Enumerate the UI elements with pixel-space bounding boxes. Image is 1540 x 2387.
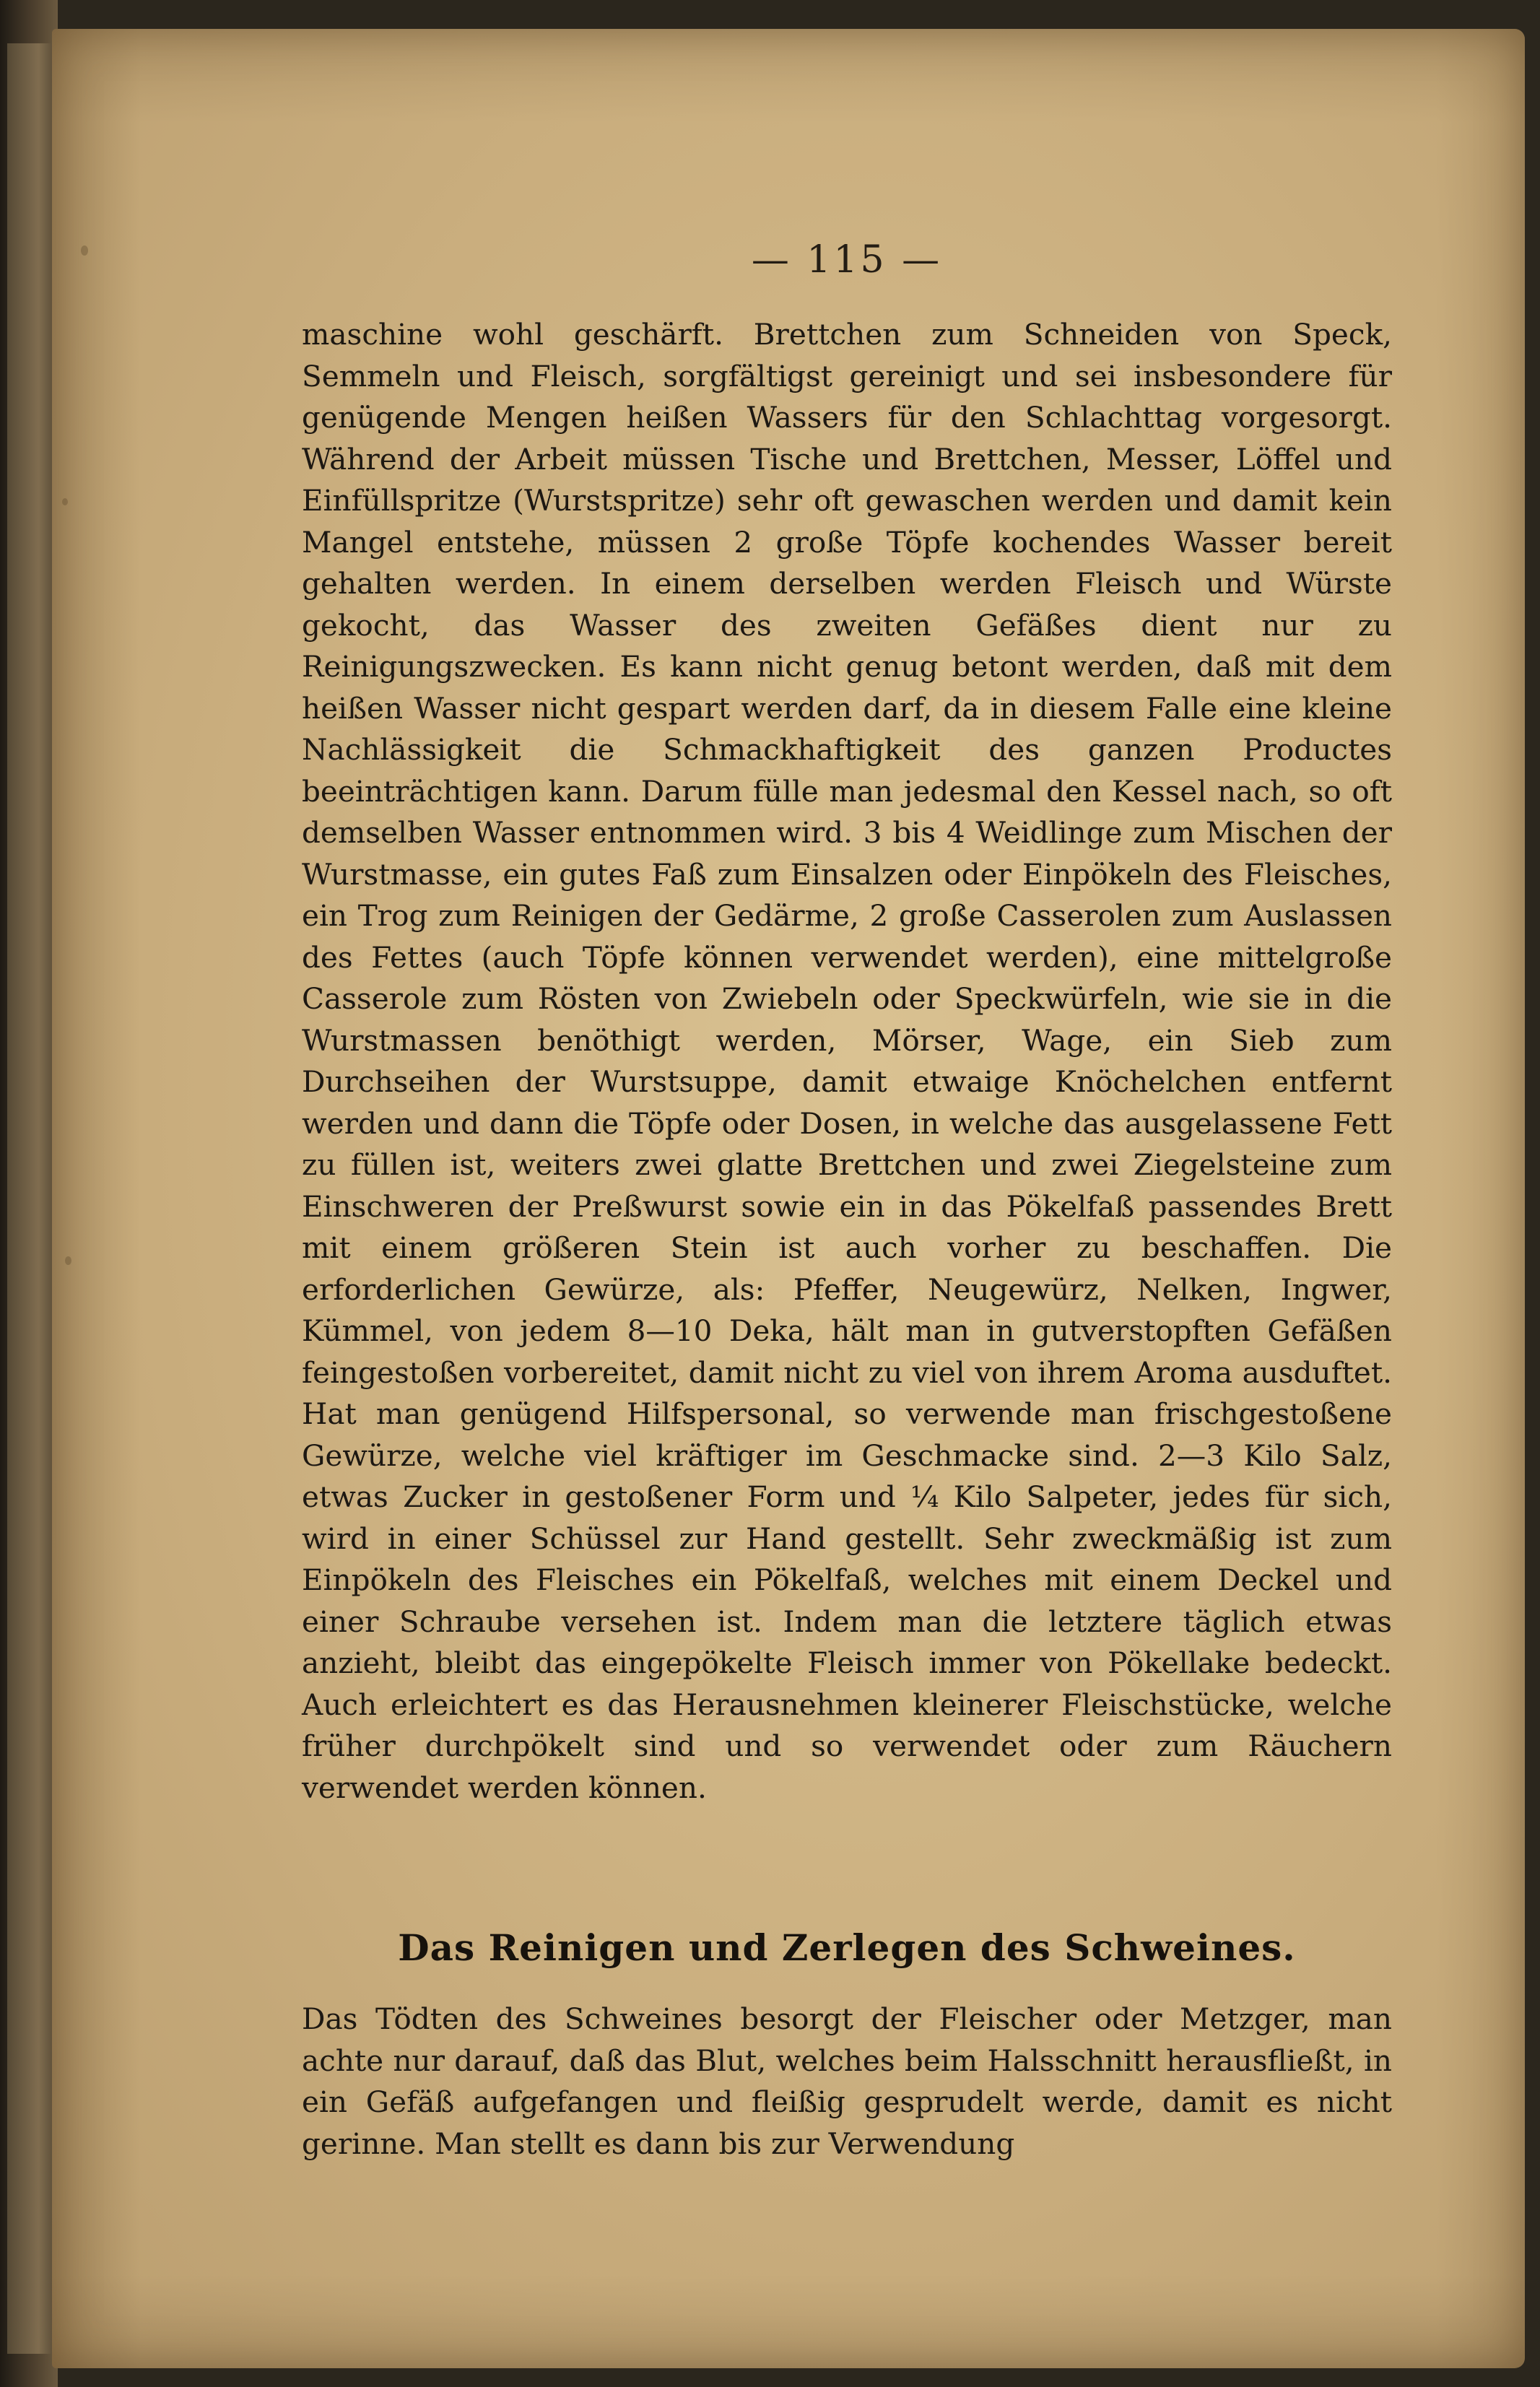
paper-speck bbox=[81, 245, 88, 256]
paper-speck bbox=[65, 1256, 71, 1265]
page-number: — 115 — bbox=[751, 238, 943, 282]
body-paragraph-slaughter: Das Tödten des Schweines besorgt der Fleischer oder Metzger, man achte nur darauf, daß das Blut, welches beim Halsschnitt herausfließt, in ein Gefäß aufgefangen und fleißig gesprudelt werde, damit es nicht gerinne. Man stellt es dann bis zur Verwendung bbox=[302, 2001, 1392, 2161]
left-page-edge bbox=[7, 43, 52, 2354]
book-page bbox=[52, 29, 1525, 2368]
paper-speck bbox=[62, 498, 68, 505]
section-heading: Das Reinigen und Zerlegen des Schweines. bbox=[398, 1926, 1296, 1969]
body-paragraph-equipment: maschine wohl geschärft. Brettchen zum Schneiden von Speck, Semmeln und Fleisch, sorgfältigst gereinigt und sei insbesondere für genügende Mengen heißen Wassers für den Schlachttag vorgesorgt. Während der Arbeit müssen Tische und Brettchen, Messer, Löffel und Einfüllspritze (Wurstspritze) sehr oft gewaschen werden und damit kein Mangel entstehe, müssen 2 große Töpfe kochendes Wasser bereit gehalten werden. In einem derselben werden Fleisch und Würste gekocht, das Wasser des zweiten Gefäßes dient nur zu Reinigungszwecken. Es kann nicht genug betont werden, daß mit dem heißen Wasser nicht gespart werden darf, da in diesem Falle eine kleine Nachlässigkeit die Schmackhaftigkeit des ganzen Productes beeinträchtigen kann. Darum fülle man jedesmal den Kessel nach, so oft demselben Wasser entnommen wird. 3 bis 4 Weidlinge zum Mischen der Wurstmasse, ein gutes Faß zum Einsalzen oder Einpökeln des Fleisches, ein Trog zum Reinigen der Gedärme, 2 große Casserolen zum Auslassen des Fettes (auch Töpfe können verwendet werden), eine mittelgroße Casserole zum Rösten von Zwiebeln oder Speckwürfeln, wie sie in die Wurstmassen benöthigt werden, Mörser, Wage, ein Sieb zum Durchseihen der Wurstsuppe, damit etwaige Knöchelchen entfernt werden und dann die Töpfe oder Dosen, in welche das ausgelassene Fett zu füllen ist, weiters zwei glatte Brettchen und zwei Ziegelsteine zum Einschweren der Preßwurst sowie ein in das Pökelfaß passendes Brett mit einem größeren Stein ist auch vorher zu beschaffen. Die erforderlichen Gewürze, als: Pfeffer, Neugewürz, Nelken, Ingwer, Kümmel, von jedem 8—10 Deka, hält man in gutverstopften Gefäßen feingestoßen vorbereitet, damit nicht zu viel von ihrem Aroma ausduftet. Hat man genügend Hilfspersonal, so verwende man frischgestoßene Gewürze, welche viel kräftiger im Geschmacke sind. 2—3 Kilo Salz, etwas Zucker in gestoßener Form und ¼ Kilo Salpeter, jedes für sich, wird in einer Schüssel zur Hand gestellt. Sehr zweckmäßig ist zum Einpökeln des Fleisches ein Pökelfaß, welches mit einem Deckel und einer Schraube versehen ist. Indem man die letztere täglich etwas anzieht, bleibt das eingepökelte Fleisch immer von Pökellake bedeckt. Auch erleichtert es das Herausnehmen kleinerer Fleischstücke, welche früher durchpökelt sind und so verwendet oder zum Räuchern verwendet werden können. bbox=[302, 317, 1392, 1805]
